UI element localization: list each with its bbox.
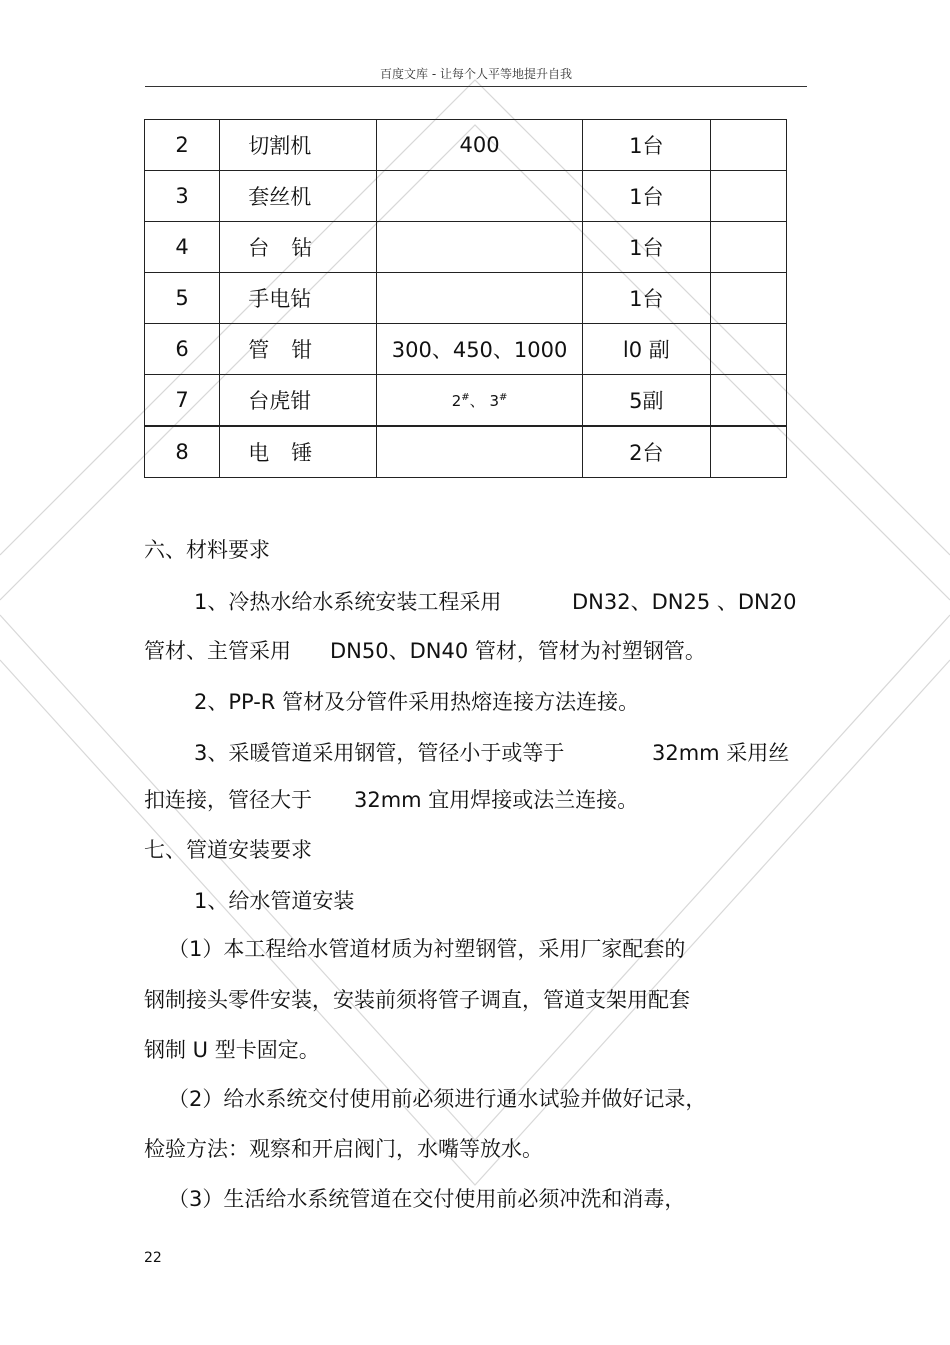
tool-name: 电锤 xyxy=(220,426,377,478)
tool-note xyxy=(710,222,786,273)
row-number: 3 xyxy=(145,171,220,222)
row-number: 4 xyxy=(145,222,220,273)
paragraph-text: 检验方法：观察和开启阀门，水嘴等放水。 xyxy=(144,1137,543,1161)
table-row xyxy=(145,375,787,427)
table-row xyxy=(145,273,787,324)
tool-qty: 1台 xyxy=(583,120,710,171)
equipment-table xyxy=(144,119,787,478)
tool-name: 台钻 xyxy=(220,222,377,273)
table-row xyxy=(145,222,787,273)
tool-note xyxy=(710,171,786,222)
tool-spec xyxy=(377,171,583,222)
table-row xyxy=(145,426,787,478)
tool-note xyxy=(710,273,786,324)
row-number: 6 xyxy=(145,324,220,375)
paragraph-text: 钢制 U 型卡固定。 xyxy=(144,1038,320,1062)
tool-spec xyxy=(377,375,583,427)
row-number: 5 xyxy=(145,273,220,324)
spec-size-b: 3 xyxy=(489,391,499,410)
paragraph-text: DN32、DN25 、DN20 xyxy=(572,590,797,614)
tool-spec: 400 xyxy=(377,120,583,171)
page-number: 22 xyxy=(144,1250,162,1266)
tool-qty: 1台 xyxy=(583,273,710,324)
row-number: 8 xyxy=(145,426,220,478)
spec-sup-a: # xyxy=(461,391,470,403)
tool-qty: 2台 xyxy=(583,426,710,478)
tool-qty: 1台 xyxy=(583,171,710,222)
page-header: 百度文库 - 让每个人平等地提升自我 xyxy=(145,62,807,87)
spec-sup-b: # xyxy=(499,391,508,403)
paragraph-text: 3、采暖管道采用钢管，管径小于或等于 xyxy=(194,741,565,765)
tool-qty: 1台 xyxy=(583,222,710,273)
section-heading-materials: 六、材料要求 xyxy=(144,538,270,562)
paragraph-text: 扣连接，管径大于 xyxy=(144,788,312,812)
tool-note xyxy=(710,375,786,427)
spec-size-a: 2 xyxy=(451,391,462,410)
tool-note xyxy=(710,120,786,171)
tool-note xyxy=(710,324,786,375)
paragraph-text: 管材、主管采用 xyxy=(144,639,291,663)
tool-spec xyxy=(377,222,583,273)
paragraph-text: （3）生活给水系统管道在交付使用前必须冲洗和消毒， xyxy=(168,1187,686,1211)
tool-spec xyxy=(377,426,583,478)
paragraph-text: DN50、DN40 管材，管材为衬塑钢管。 xyxy=(330,639,706,663)
paragraph-text: （2）给水系统交付使用前必须进行通水试验并做好记录， xyxy=(168,1087,707,1111)
row-number: 7 xyxy=(145,375,220,427)
paragraph-text: （1）本工程给水管道材质为衬塑钢管，采用厂家配套的 xyxy=(168,937,686,961)
tool-name: 切割机 xyxy=(220,120,377,171)
tool-name: 台虎钳 xyxy=(220,375,377,427)
tool-spec: 300、450、1000 xyxy=(377,324,583,375)
section-heading-pipe-install: 七、管道安装要求 xyxy=(144,838,312,862)
tool-note xyxy=(710,426,786,478)
paragraph-text: 2、PP-R 管材及分管件采用热熔连接方法连接。 xyxy=(194,690,640,714)
tool-name: 套丝机 xyxy=(220,171,377,222)
paragraph-text: 钢制接头零件安装，安装前须将管子调直，管道支架用配套 xyxy=(144,988,690,1012)
spec-separator: 、 xyxy=(469,391,485,410)
table-row xyxy=(145,171,787,222)
tool-qty: l0 副 xyxy=(583,324,710,375)
tool-name: 管钳 xyxy=(220,324,377,375)
subsection-heading: 1、给水管道安装 xyxy=(194,889,355,913)
tool-name: 手电钻 xyxy=(220,273,377,324)
table-row xyxy=(145,324,787,375)
paragraph-text: 32mm 采用丝 xyxy=(652,741,790,765)
tool-qty: 5副 xyxy=(583,375,710,427)
table-row xyxy=(145,120,787,171)
row-number: 2 xyxy=(145,120,220,171)
paragraph-text: 1、冷热水给水系统安装工程采用 xyxy=(194,590,502,614)
tool-spec xyxy=(377,273,583,324)
paragraph-text: 32mm 宜用焊接或法兰连接。 xyxy=(354,788,639,812)
